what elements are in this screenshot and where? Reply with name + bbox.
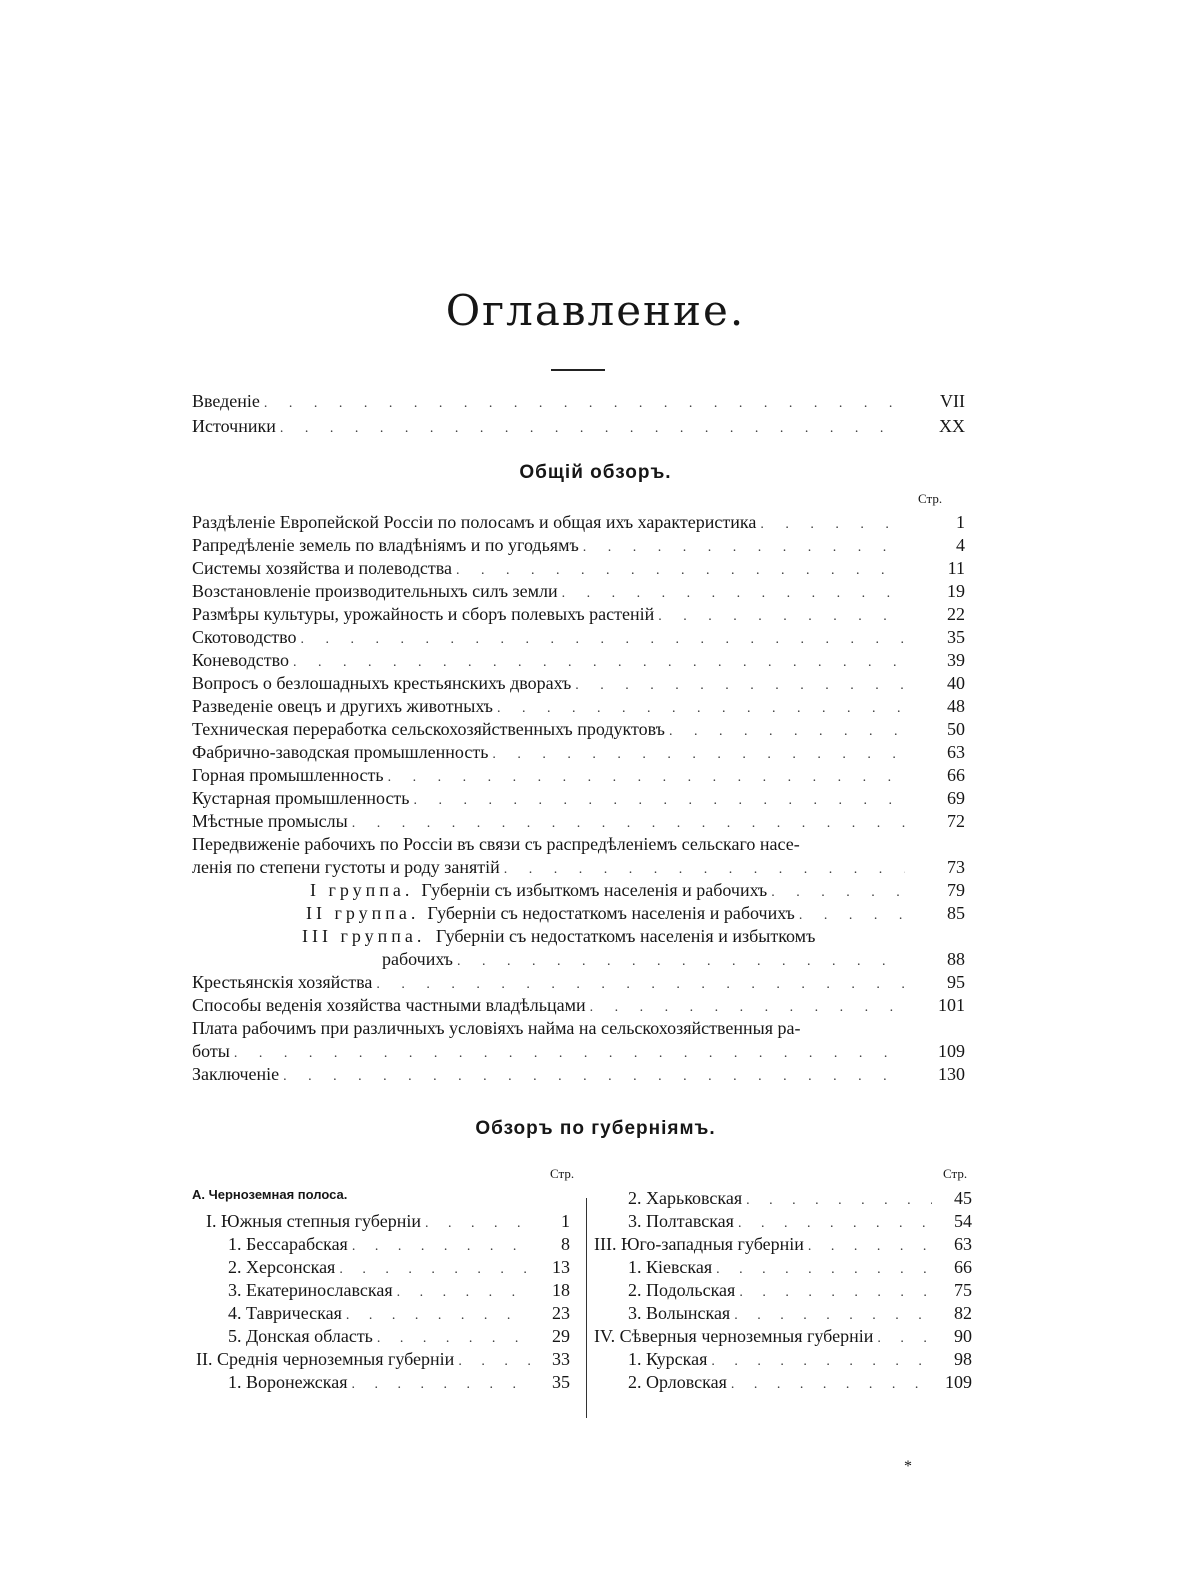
leader-dots [283, 1065, 905, 1089]
province-entry[interactable] [628, 1278, 972, 1302]
province-label: 2. Херсонская [228, 1257, 336, 1277]
province-label: 3. Екатеринославская [228, 1280, 393, 1300]
province-page: 29 [552, 1326, 570, 1346]
province-page: 13 [552, 1257, 570, 1277]
leader-dots [280, 417, 905, 441]
toc-subentry-group-3-first-line [302, 924, 922, 948]
toc-entry-label: Рапредѣленіе земель по владѣніямъ и по угодьямъ [192, 535, 579, 555]
province-entry[interactable] [628, 1347, 972, 1371]
province-page: 82 [954, 1303, 972, 1323]
toc-entry-page: 35 [947, 627, 965, 647]
toc-entry[interactable] [192, 671, 965, 695]
toc-entry-page: 69 [947, 788, 965, 808]
toc-entry-label: Скотоводство [192, 627, 297, 647]
province-label: 2. Харьковская [628, 1188, 743, 1208]
province-entry[interactable] [628, 1370, 972, 1394]
toc-entry-page: 48 [947, 696, 965, 716]
province-page: 18 [552, 1280, 570, 1300]
page-column-label-right: Стр. [943, 1166, 968, 1181]
toc-entry[interactable] [192, 602, 965, 626]
toc-entry[interactable] [192, 1039, 965, 1063]
toc-entry-label: Размѣры культуры, урожайность и сборъ полевыхъ растеній [192, 604, 655, 624]
toc-entry[interactable] [192, 970, 965, 994]
toc-entry-page: 130 [938, 1064, 965, 1084]
group-label: III группа. [302, 926, 426, 946]
province-entry[interactable] [594, 1232, 972, 1256]
province-entry[interactable] [594, 1324, 972, 1348]
toc-entry-page: 4 [956, 535, 965, 555]
province-label: 2. Орловская [628, 1372, 727, 1392]
title-divider [551, 369, 605, 371]
toc-entry-label: Источники [192, 416, 276, 436]
toc-entry-page: 39 [947, 650, 965, 670]
toc-entry-label: боты [192, 1041, 230, 1061]
page-title: Оглавление. [445, 286, 746, 335]
toc-entry-page: 19 [947, 581, 965, 601]
leader-dots [351, 1373, 530, 1397]
province-entry[interactable] [206, 1209, 570, 1233]
province-page: 109 [945, 1372, 972, 1392]
toc-entry-page: 40 [947, 673, 965, 693]
toc-entry-page: 11 [947, 558, 965, 578]
province-page: 54 [954, 1211, 972, 1231]
toc-entry-label: Возстановленіе производительныхъ силъ земли [192, 581, 558, 601]
toc-entry-page: 88 [947, 949, 965, 969]
toc-entry-page: 1 [956, 512, 965, 532]
toc-entry[interactable] [192, 717, 965, 741]
province-label: 1. Бессарабская [228, 1234, 348, 1254]
province-page: 8 [561, 1234, 570, 1254]
page-column-label-left: Стр. [550, 1166, 575, 1181]
toc-entry-label: Системы хозяйства и полеводства [192, 558, 453, 578]
toc-entry-label: ленія по степени густоты и роду занятій [192, 857, 500, 877]
province-label: 5. Донская область [228, 1326, 373, 1346]
province-page: 33 [552, 1349, 570, 1369]
toc-entry-page: 109 [938, 1041, 965, 1061]
zone-label: А. Черноземная полоса. [192, 1187, 348, 1202]
column-divider [586, 1198, 587, 1418]
page-column-label: Стр. [918, 491, 943, 506]
province-entry[interactable] [228, 1278, 570, 1302]
toc-entry[interactable] [192, 1062, 965, 1086]
province-label: 3. Волынская [628, 1303, 731, 1323]
group-label: II группа. [306, 903, 420, 923]
toc-entry-label: Раздѣленіе Европейской Россіи по полосамъ и общая ихъ характеристика [192, 512, 757, 532]
toc-entry-label: Фабрично-заводская промышленность [192, 742, 489, 762]
province-page: 45 [954, 1188, 972, 1208]
province-page: 1 [561, 1211, 570, 1231]
province-page: 66 [954, 1257, 972, 1277]
toc-entry[interactable] [192, 694, 965, 718]
toc-entry-label: Губерніи съ избыткомъ населенія и рабочихъ [421, 880, 768, 900]
toc-entry-label: Кустарная промышленность [192, 788, 410, 808]
province-label: 4. Таврическая [228, 1303, 342, 1323]
province-page: 63 [954, 1234, 972, 1254]
toc-entry[interactable] [192, 763, 965, 787]
province-entry[interactable] [628, 1255, 972, 1279]
toc-entry[interactable] [192, 993, 965, 1017]
toc-entry-label: Горная промышленность [192, 765, 384, 785]
toc-entry-first-line: Губерніи съ недостаткомъ населенія и избыткомъ [435, 926, 816, 946]
province-page: 90 [954, 1326, 972, 1346]
toc-entry-sources[interactable] [192, 414, 965, 438]
toc-entry[interactable] [192, 625, 965, 649]
province-label: 1. Курская [628, 1349, 708, 1369]
toc-entry-page: 22 [947, 604, 965, 624]
province-entry[interactable] [628, 1186, 972, 1210]
toc-entry-page: 85 [947, 903, 965, 923]
province-page: 35 [552, 1372, 570, 1392]
toc-entry-label: Мѣстные промыслы [192, 811, 348, 831]
toc-entry-label: Разведеніе овецъ и другихъ животныхъ [192, 696, 493, 716]
toc-entry[interactable] [192, 533, 965, 557]
toc-entry-label: Техническая переработка сельскохозяйственныхъ продуктовъ [192, 719, 665, 739]
toc-entry-label: Введеніе [192, 391, 260, 411]
toc-entry-first-line: Плата рабочимъ при различныхъ условіяхъ найма на сельскохозяйственныя ра- [192, 1018, 801, 1038]
signature-mark: * [904, 1458, 912, 1475]
toc-entry-first-line: Передвиженіе рабочихъ по Россіи въ связи съ распредѣленіемъ сельскаго насе- [192, 834, 800, 854]
toc-entry-page: 50 [947, 719, 965, 739]
toc-entry-page: 79 [947, 880, 965, 900]
province-entry[interactable] [228, 1370, 570, 1394]
province-entry[interactable] [228, 1232, 570, 1256]
province-label: 1. Кіевская [628, 1257, 713, 1277]
toc-entry[interactable] [192, 740, 965, 764]
toc-entry-label: Вопросъ о безлошадныхъ крестьянскихъ дворахъ [192, 673, 572, 693]
toc-subentry-group-2[interactable] [306, 901, 965, 925]
toc-entry[interactable] [192, 556, 965, 580]
toc-entry-page: XX [939, 416, 965, 436]
toc-entry-page: 73 [947, 857, 965, 877]
toc-entry[interactable] [192, 648, 965, 672]
province-label: 1. Воронежская [228, 1372, 348, 1392]
toc-entry[interactable] [192, 809, 965, 833]
province-entry[interactable] [196, 1347, 570, 1371]
toc-entry-label: рабочихъ [382, 949, 453, 969]
province-label: II. Среднія черноземныя губерніи [196, 1349, 455, 1369]
toc-entry-label: Коневодство [192, 650, 289, 670]
section-heading-provinces: Обзоръ по губерніямъ. [475, 1118, 716, 1139]
province-page: 23 [552, 1303, 570, 1323]
province-label: I. Южныя степныя губерніи [206, 1211, 421, 1231]
toc-entry-label: Способы веденія хозяйства частными владѣльцами [192, 995, 586, 1015]
province-entry[interactable] [628, 1209, 972, 1233]
province-label: 3. Полтавская [628, 1211, 734, 1231]
province-entry[interactable] [628, 1301, 972, 1325]
leader-dots [264, 392, 905, 416]
toc-entry-label: Губерніи съ недостаткомъ населенія и рабочихъ [427, 903, 795, 923]
province-page: 98 [954, 1349, 972, 1369]
toc-entry-page: VII [940, 391, 965, 411]
toc-entry-page: 66 [947, 765, 965, 785]
toc-entry-page: 72 [947, 811, 965, 831]
toc-entry-label: Крестьянскія хозяйства [192, 972, 373, 992]
toc-entry-page: 101 [938, 995, 965, 1015]
toc-entry[interactable] [192, 510, 965, 534]
toc-entry-label: Заключеніе [192, 1064, 280, 1084]
toc-entry[interactable] [192, 579, 965, 603]
province-label: IV. Сѣверныя черноземныя губерніи [594, 1326, 874, 1346]
province-label: 2. Подольская [628, 1280, 736, 1300]
toc-entry-introduction[interactable] [192, 389, 965, 413]
province-entry[interactable] [228, 1255, 570, 1279]
toc-entry-page: 95 [947, 972, 965, 992]
toc-entry-page: 63 [947, 742, 965, 762]
section-heading-general: Общій обзоръ. [519, 462, 672, 483]
province-label: III. Юго-западныя губерніи [594, 1234, 804, 1254]
toc-entry[interactable] [192, 786, 965, 810]
toc-subentry-group-1[interactable] [310, 878, 965, 902]
leader-dots [731, 1373, 932, 1397]
group-label: I группа. [310, 880, 414, 900]
province-entry[interactable] [228, 1301, 570, 1325]
province-entry[interactable] [228, 1324, 570, 1348]
province-page: 75 [954, 1280, 972, 1300]
toc-subentry-group-3[interactable] [382, 947, 965, 971]
toc-entry[interactable] [192, 855, 965, 879]
